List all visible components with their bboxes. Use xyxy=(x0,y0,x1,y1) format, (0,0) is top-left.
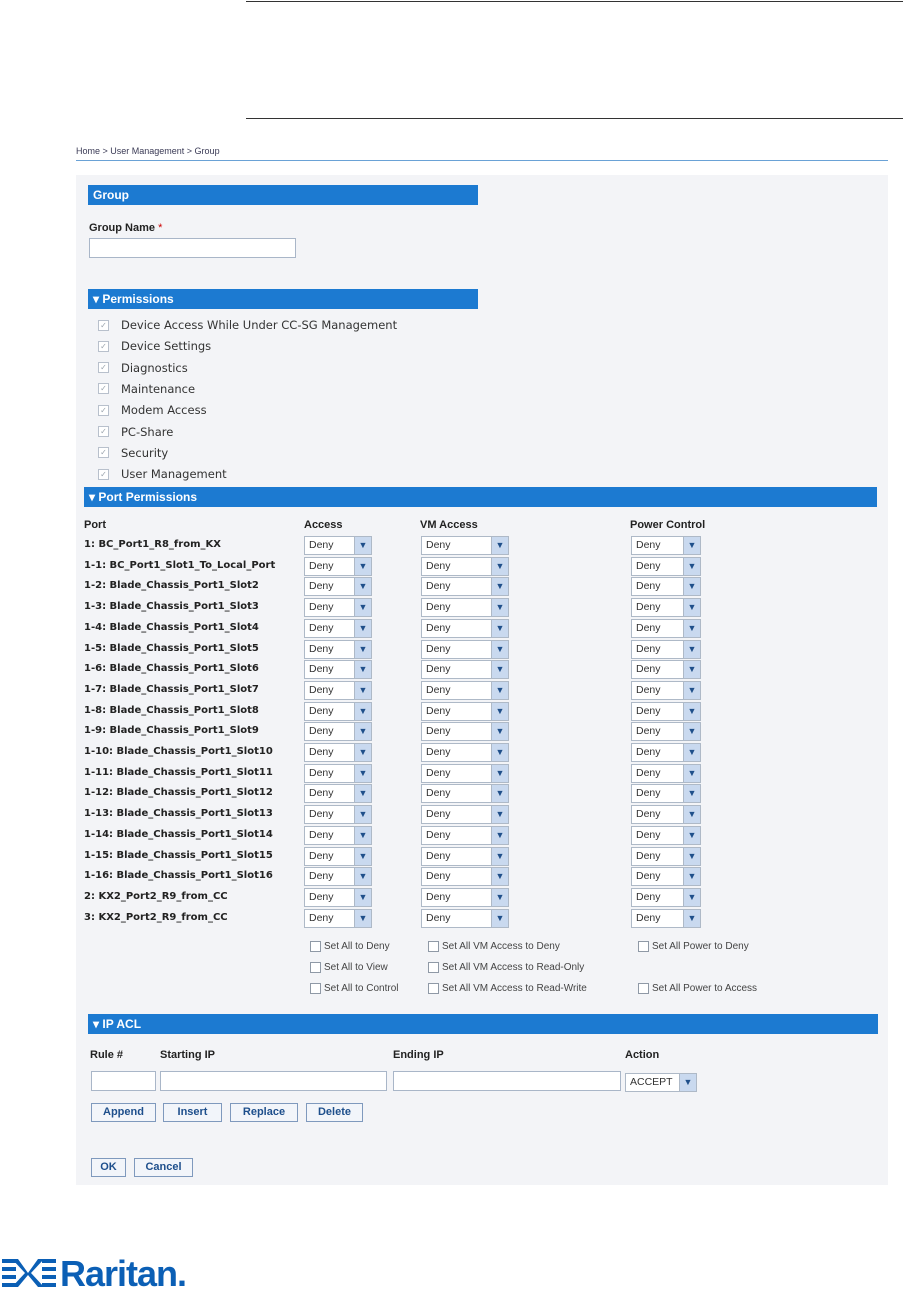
port-name: 1-15: Blade_Chassis_Port1_Slot15 xyxy=(84,849,273,861)
power-control-select[interactable] xyxy=(631,888,701,907)
chevron-down-icon[interactable]: ▼ xyxy=(491,806,508,823)
power-control-select[interactable] xyxy=(631,805,701,824)
permission-item[interactable] xyxy=(98,422,173,442)
chevron-down-icon[interactable]: ▼ xyxy=(491,827,508,844)
access-select[interactable] xyxy=(304,888,372,907)
set-all-power-access-label: Set All Power to Access xyxy=(652,983,758,994)
access-select-value: Deny xyxy=(309,601,334,614)
port-name: 1-5: Blade_Chassis_Port1_Slot5 xyxy=(84,642,259,654)
port-name: 3: KX2_Port2_R9_from_CC xyxy=(84,911,228,923)
chevron-down-icon[interactable]: ▼ xyxy=(354,806,371,823)
chevron-down-icon[interactable]: ▼ xyxy=(354,744,371,761)
vm-access-select-value: Deny xyxy=(426,580,451,593)
chevron-down-icon[interactable]: ▼ xyxy=(354,868,371,885)
set-all-vm-deny-option[interactable] xyxy=(428,941,560,952)
rule-number-header: Rule # xyxy=(90,1049,124,1061)
permissions-section-header[interactable]: ▾ Permissions xyxy=(88,289,478,309)
rule-number-input[interactable] xyxy=(91,1071,156,1091)
set-all-power-deny-label: Set All Power to Deny xyxy=(652,941,749,952)
power-control-select-value: Deny xyxy=(636,663,661,676)
chevron-down-icon[interactable]: ▼ xyxy=(683,785,700,802)
power-control-select-value: Deny xyxy=(636,621,661,634)
access-select-value: Deny xyxy=(309,683,334,696)
access-select-value: Deny xyxy=(309,870,334,883)
access-select-value: Deny xyxy=(309,808,334,821)
permission-label: Device Settings xyxy=(121,339,212,354)
set-all-deny-option[interactable] xyxy=(310,941,390,952)
vm-access-select[interactable] xyxy=(421,847,509,866)
chevron-down-icon[interactable]: ▼ xyxy=(354,723,371,740)
access-select[interactable] xyxy=(304,722,372,741)
port-name: 1-7: Blade_Chassis_Port1_Slot7 xyxy=(84,683,259,695)
breadcrumb-divider xyxy=(76,160,888,161)
vm-access-column-header: VM Access xyxy=(420,519,478,531)
port-name: 1-10: Blade_Chassis_Port1_Slot10 xyxy=(84,746,273,757)
vm-access-select[interactable] xyxy=(421,702,509,721)
required-mark: * xyxy=(158,222,163,234)
set-all-vm-deny-label: Set All VM Access to Deny xyxy=(442,941,560,952)
power-control-select[interactable] xyxy=(631,681,701,700)
vm-access-select-value: Deny xyxy=(426,704,451,717)
chevron-down-icon[interactable]: ▼ xyxy=(354,641,371,658)
table-row xyxy=(0,866,903,886)
starting-ip-input[interactable] xyxy=(160,1071,387,1091)
chevron-down-icon[interactable]: ▼ xyxy=(491,599,508,616)
permission-item[interactable] xyxy=(98,443,168,463)
chevron-down-icon[interactable]: ▼ xyxy=(354,661,371,678)
chevron-down-icon[interactable]: ▼ xyxy=(683,910,700,927)
power-control-select[interactable] xyxy=(631,598,701,617)
ok-button[interactable]: OK xyxy=(91,1158,126,1177)
permission-checkbox[interactable]: ✓ xyxy=(98,341,109,352)
access-select[interactable] xyxy=(304,681,372,700)
power-control-select-value: Deny xyxy=(636,870,661,883)
chevron-down-icon[interactable]: ▼ xyxy=(491,868,508,885)
action-header: Action xyxy=(625,1049,660,1061)
chevron-down-icon[interactable]: ▼ xyxy=(354,827,371,844)
set-all-view-checkbox[interactable] xyxy=(310,962,321,973)
table-row xyxy=(0,639,903,659)
access-select-value: Deny xyxy=(309,580,334,593)
permission-checkbox[interactable]: ✓ xyxy=(98,447,109,458)
vm-access-select[interactable] xyxy=(421,826,509,845)
vm-access-select[interactable] xyxy=(421,598,509,617)
vm-access-select-value: Deny xyxy=(426,663,451,676)
set-all-vm-readonly-label: Set All VM Access to Read-Only xyxy=(442,962,585,973)
table-row xyxy=(0,701,903,721)
set-all-control-label: Set All to Control xyxy=(324,983,399,994)
chevron-down-icon[interactable]: ▼ xyxy=(491,620,508,637)
power-control-select-value: Deny xyxy=(636,642,661,655)
vm-access-select-value: Deny xyxy=(426,642,451,655)
power-control-select[interactable] xyxy=(631,784,701,803)
chevron-down-icon[interactable]: ▼ xyxy=(683,641,700,658)
access-select[interactable] xyxy=(304,764,372,783)
action-select[interactable] xyxy=(625,1073,697,1092)
permission-item[interactable] xyxy=(98,336,211,356)
power-control-select-value: Deny xyxy=(636,911,661,924)
access-select[interactable] xyxy=(304,536,372,555)
append-button[interactable]: Append xyxy=(91,1103,156,1122)
power-control-select-value: Deny xyxy=(636,539,661,551)
table-row xyxy=(0,721,903,741)
vm-access-select-value: Deny xyxy=(426,849,451,862)
power-control-select-value: Deny xyxy=(636,746,661,758)
chevron-down-icon[interactable]: ▼ xyxy=(491,578,508,595)
vm-access-select[interactable] xyxy=(421,764,509,783)
power-control-select[interactable] xyxy=(631,619,701,638)
access-select-value: Deny xyxy=(309,621,334,634)
chevron-down-icon[interactable]: ▼ xyxy=(354,910,371,927)
table-row xyxy=(0,680,903,700)
table-row xyxy=(0,742,903,762)
power-control-select[interactable] xyxy=(631,826,701,845)
table-row xyxy=(0,908,903,928)
vm-access-select[interactable] xyxy=(421,640,509,659)
vm-access-select-value: Deny xyxy=(426,766,451,779)
vm-access-select[interactable] xyxy=(421,743,509,762)
table-row xyxy=(0,535,903,555)
vm-access-select[interactable] xyxy=(421,536,509,555)
access-select-value: Deny xyxy=(309,704,334,717)
chevron-down-icon[interactable]: ▼ xyxy=(491,682,508,699)
access-select[interactable] xyxy=(304,826,372,845)
chevron-down-icon[interactable]: ▼ xyxy=(683,827,700,844)
group-name-label-text: Group Name xyxy=(89,222,156,234)
chevron-down-icon[interactable]: ▼ xyxy=(683,620,700,637)
access-select-value: Deny xyxy=(309,746,334,758)
chevron-down-icon[interactable]: ▼ xyxy=(491,889,508,906)
vm-access-select[interactable] xyxy=(421,577,509,596)
vm-access-select-value: Deny xyxy=(426,911,451,924)
table-row xyxy=(0,846,903,866)
access-select-value: Deny xyxy=(309,828,334,841)
port-name: 1-11: Blade_Chassis_Port1_Slot11 xyxy=(84,766,273,778)
power-control-select-value: Deny xyxy=(636,559,661,572)
access-select[interactable] xyxy=(304,660,372,679)
set-all-vm-readwrite-checkbox[interactable] xyxy=(428,983,439,994)
power-control-select[interactable] xyxy=(631,577,701,596)
power-control-select[interactable] xyxy=(631,764,701,783)
chevron-down-icon[interactable]: ▼ xyxy=(354,599,371,616)
permission-label: Diagnostics xyxy=(121,360,188,375)
cancel-button[interactable]: Cancel xyxy=(134,1158,193,1177)
access-select[interactable] xyxy=(304,743,372,762)
delete-button[interactable]: Delete xyxy=(306,1103,363,1122)
permission-checkbox[interactable]: ✓ xyxy=(98,362,109,373)
chevron-down-icon[interactable]: ▼ xyxy=(683,661,700,678)
permission-label: Modem Access xyxy=(121,403,207,418)
power-control-select[interactable] xyxy=(631,867,701,886)
port-name: 2: KX2_Port2_R9_from_CC xyxy=(84,890,228,902)
set-all-power-access-option[interactable] xyxy=(638,983,757,994)
group-name-label xyxy=(89,222,162,234)
vm-access-select-value: Deny xyxy=(426,539,451,551)
permission-checkbox[interactable]: ✓ xyxy=(98,469,109,480)
port-name: 1-3: Blade_Chassis_Port1_Slot3 xyxy=(84,601,259,613)
port-name: 1-14: Blade_Chassis_Port1_Slot14 xyxy=(84,828,273,840)
port-name: 1-12: Blade_Chassis_Port1_Slot12 xyxy=(84,787,273,799)
group-name-input[interactable] xyxy=(89,238,296,258)
set-all-control-checkbox[interactable] xyxy=(310,983,321,994)
vm-access-select-value: Deny xyxy=(426,725,451,738)
set-all-control-option[interactable] xyxy=(310,983,398,994)
chevron-down-icon[interactable]: ▼ xyxy=(491,537,508,554)
permission-item[interactable] xyxy=(98,400,207,420)
port-name: 1-6: Blade_Chassis_Port1_Slot6 xyxy=(84,663,259,675)
access-select-value: Deny xyxy=(309,539,334,551)
vm-access-select-value: Deny xyxy=(426,621,451,634)
permission-checkbox[interactable]: ✓ xyxy=(98,405,109,416)
chevron-down-icon[interactable]: ▼ xyxy=(354,703,371,720)
port-name: 1-4: Blade_Chassis_Port1_Slot4 xyxy=(84,621,259,633)
vm-access-select-value: Deny xyxy=(426,683,451,696)
port-name: 1-9: Blade_Chassis_Port1_Slot9 xyxy=(84,725,259,737)
access-select[interactable] xyxy=(304,867,372,886)
access-select[interactable] xyxy=(304,805,372,824)
chevron-down-icon[interactable]: ▼ xyxy=(491,765,508,782)
power-control-select[interactable] xyxy=(631,909,701,928)
vm-access-select-value: Deny xyxy=(426,890,451,903)
access-select[interactable] xyxy=(304,847,372,866)
power-control-select-value: Deny xyxy=(636,890,661,903)
permission-item[interactable] xyxy=(98,358,188,378)
access-select[interactable] xyxy=(304,640,372,659)
ending-ip-input[interactable] xyxy=(393,1071,621,1091)
replace-button[interactable]: Replace xyxy=(230,1103,298,1122)
access-select[interactable] xyxy=(304,619,372,638)
chevron-down-icon[interactable]: ▼ xyxy=(354,765,371,782)
vm-access-select[interactable] xyxy=(421,909,509,928)
access-column-header: Access xyxy=(304,519,343,531)
vm-access-select-value: Deny xyxy=(426,559,451,572)
set-all-deny-checkbox[interactable] xyxy=(310,941,321,952)
power-control-select-value: Deny xyxy=(636,849,661,862)
permission-label: Security xyxy=(121,445,169,460)
vm-access-select-value: Deny xyxy=(426,870,451,883)
vm-access-select-value: Deny xyxy=(426,601,451,614)
access-select[interactable] xyxy=(304,702,372,721)
chevron-down-icon[interactable]: ▼ xyxy=(354,848,371,865)
chevron-down-icon[interactable]: ▼ xyxy=(354,620,371,637)
port-permissions-section-header[interactable]: ▾ Port Permissions xyxy=(84,487,877,507)
chevron-down-icon[interactable]: ▼ xyxy=(683,848,700,865)
table-row xyxy=(0,887,903,907)
permission-label: Device Access While Under CC-SG Management xyxy=(121,318,398,332)
permission-item[interactable] xyxy=(98,379,195,399)
permission-item[interactable] xyxy=(98,315,397,335)
vm-access-select-value: Deny xyxy=(426,808,451,821)
set-all-vm-readwrite-option[interactable] xyxy=(428,983,587,994)
port-name: 1-2: Blade_Chassis_Port1_Slot2 xyxy=(84,580,259,592)
access-select-value: Deny xyxy=(309,787,334,800)
permission-checkbox[interactable]: ✓ xyxy=(98,426,109,437)
chevron-down-icon[interactable]: ▼ xyxy=(683,806,700,823)
action-select-value: ACCEPT xyxy=(630,1076,673,1088)
port-name: 1-13: Blade_Chassis_Port1_Slot13 xyxy=(84,808,273,820)
permission-item[interactable] xyxy=(98,464,227,484)
power-control-select-value: Deny xyxy=(636,704,661,717)
chevron-down-icon[interactable]: ▼ xyxy=(491,661,508,678)
chevron-down-icon[interactable]: ▼ xyxy=(683,682,700,699)
access-select[interactable] xyxy=(304,557,372,576)
table-row xyxy=(0,556,903,576)
power-control-column-header: Power Control xyxy=(630,519,706,531)
permission-checkbox[interactable]: ✓ xyxy=(98,320,109,331)
power-control-select[interactable] xyxy=(631,660,701,679)
chevron-down-icon[interactable]: ▼ xyxy=(491,703,508,720)
table-row xyxy=(0,783,903,803)
chevron-down-icon[interactable]: ▼ xyxy=(491,910,508,927)
access-select-value: Deny xyxy=(309,725,334,738)
vm-access-select[interactable] xyxy=(421,867,509,886)
table-row xyxy=(0,763,903,783)
ip-acl-section-header[interactable]: ▾ IP ACL xyxy=(88,1014,878,1034)
vm-access-select[interactable] xyxy=(421,784,509,803)
access-select-value: Deny xyxy=(309,559,334,572)
permission-label: PC-Share xyxy=(121,424,174,439)
access-select[interactable] xyxy=(304,577,372,596)
set-all-view-option[interactable] xyxy=(310,962,388,973)
chevron-down-icon[interactable]: ▼ xyxy=(491,744,508,761)
table-row xyxy=(0,804,903,824)
table-row xyxy=(0,659,903,679)
power-control-select[interactable] xyxy=(631,722,701,741)
vm-access-select[interactable] xyxy=(421,805,509,824)
table-row xyxy=(0,597,903,617)
table-row xyxy=(0,618,903,638)
vm-access-select-value: Deny xyxy=(426,787,451,800)
raritan-logo-text: Raritan. xyxy=(60,1253,187,1294)
port-name: 1-1: BC_Port1_Slot1_To_Local_Port xyxy=(84,559,276,571)
chevron-down-icon[interactable]: ▼ xyxy=(354,682,371,699)
vm-access-select[interactable] xyxy=(421,681,509,700)
port-name: 1-8: Blade_Chassis_Port1_Slot8 xyxy=(84,704,259,716)
chevron-down-icon[interactable]: ▼ xyxy=(683,558,700,575)
set-all-vm-readonly-option[interactable] xyxy=(428,962,584,973)
vm-access-select[interactable] xyxy=(421,722,509,741)
chevron-down-icon[interactable]: ▼ xyxy=(491,723,508,740)
permission-label: User Management xyxy=(121,467,227,482)
access-select-value: Deny xyxy=(309,890,334,903)
power-control-select-value: Deny xyxy=(636,601,661,614)
starting-ip-header: Starting IP xyxy=(160,1049,216,1061)
power-control-select-value: Deny xyxy=(636,725,661,738)
header-rule xyxy=(246,118,903,119)
group-section-header: Group xyxy=(88,185,478,205)
permission-checkbox[interactable]: ✓ xyxy=(98,383,109,394)
vm-access-select-value: Deny xyxy=(426,828,451,841)
chevron-down-icon[interactable]: ▼ xyxy=(683,703,700,720)
chevron-down-icon[interactable]: ▼ xyxy=(683,537,700,554)
chevron-down-icon[interactable]: ▼ xyxy=(354,889,371,906)
set-all-view-label: Set All to View xyxy=(324,962,388,973)
port-name: 1: BC_Port1_R8_from_KX xyxy=(84,539,221,550)
chevron-down-icon[interactable]: ▼ xyxy=(491,785,508,802)
insert-button[interactable]: Insert xyxy=(163,1103,222,1122)
set-all-power-deny-checkbox[interactable] xyxy=(638,941,649,952)
chevron-down-icon[interactable]: ▼ xyxy=(491,558,508,575)
port-column-header: Port xyxy=(84,519,106,531)
access-select-value: Deny xyxy=(309,911,334,924)
vm-access-select[interactable] xyxy=(421,557,509,576)
access-select[interactable] xyxy=(304,598,372,617)
chevron-down-icon[interactable]: ▼ xyxy=(354,785,371,802)
set-all-power-access-checkbox[interactable] xyxy=(638,983,649,994)
power-control-select[interactable] xyxy=(631,702,701,721)
power-control-select-value: Deny xyxy=(636,683,661,696)
set-all-vm-deny-checkbox[interactable] xyxy=(428,941,439,952)
access-select-value: Deny xyxy=(309,849,334,862)
vm-access-select[interactable] xyxy=(421,660,509,679)
access-select-value: Deny xyxy=(309,766,334,779)
access-select[interactable] xyxy=(304,909,372,928)
power-control-select-value: Deny xyxy=(636,787,661,800)
set-all-deny-label: Set All to Deny xyxy=(324,941,390,952)
set-all-power-deny-option[interactable] xyxy=(638,941,749,952)
chevron-down-icon[interactable]: ▼ xyxy=(491,641,508,658)
access-select[interactable] xyxy=(304,784,372,803)
set-all-vm-readwrite-label: Set All VM Access to Read-Write xyxy=(442,983,587,994)
power-control-select[interactable] xyxy=(631,557,701,576)
ending-ip-header: Ending IP xyxy=(393,1049,444,1061)
chevron-down-icon[interactable]: ▼ xyxy=(491,848,508,865)
table-row xyxy=(0,576,903,596)
vm-access-select-value: Deny xyxy=(426,746,451,758)
chevron-down-icon[interactable]: ▼ xyxy=(683,889,700,906)
power-control-select-value: Deny xyxy=(636,580,661,593)
set-all-vm-readonly-checkbox[interactable] xyxy=(428,962,439,973)
vm-access-select[interactable] xyxy=(421,888,509,907)
vm-access-select[interactable] xyxy=(421,619,509,638)
access-select-value: Deny xyxy=(309,663,334,676)
chevron-down-icon[interactable]: ▼ xyxy=(683,599,700,616)
breadcrumb: Home > User Management > Group xyxy=(76,146,220,156)
access-select-value: Deny xyxy=(309,642,334,655)
power-control-select-value: Deny xyxy=(636,828,661,841)
power-control-select-value: Deny xyxy=(636,808,661,821)
chevron-down-icon[interactable]: ▼ xyxy=(354,537,371,554)
power-control-select[interactable] xyxy=(631,536,701,555)
power-control-select[interactable] xyxy=(631,743,701,762)
top-rule xyxy=(246,1,903,2)
chevron-down-icon[interactable]: ▼ xyxy=(683,868,700,885)
permission-label: Maintenance xyxy=(121,381,196,396)
power-control-select[interactable] xyxy=(631,847,701,866)
table-row xyxy=(0,825,903,845)
chevron-down-icon[interactable]: ▼ xyxy=(354,578,371,595)
chevron-down-icon[interactable]: ▼ xyxy=(679,1074,696,1091)
chevron-down-icon[interactable]: ▼ xyxy=(683,723,700,740)
chevron-down-icon[interactable]: ▼ xyxy=(354,558,371,575)
port-name: 1-16: Blade_Chassis_Port1_Slot16 xyxy=(84,870,273,882)
chevron-down-icon[interactable]: ▼ xyxy=(683,578,700,595)
chevron-down-icon[interactable]: ▼ xyxy=(683,744,700,761)
chevron-down-icon[interactable]: ▼ xyxy=(683,765,700,782)
power-control-select[interactable] xyxy=(631,640,701,659)
power-control-select-value: Deny xyxy=(636,766,661,779)
